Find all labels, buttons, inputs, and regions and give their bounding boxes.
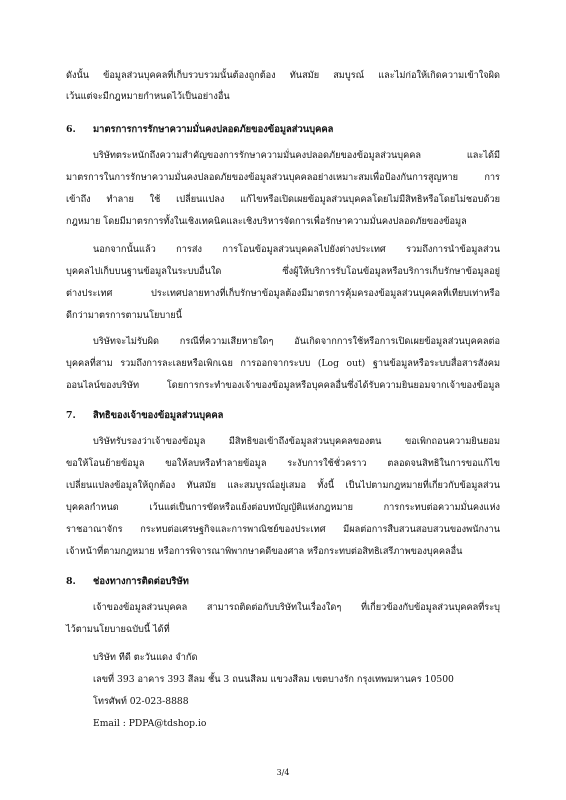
section-8-title: ช่องทางการติดต่อบริษัท (93, 576, 189, 587)
section-7-p1-line-2: ขอให้โอนย้ายข้อมูล ขอให้ลบหรือทำลายข้อมูล ระงับการใช้ชั่วคราว ตลอดจนสิทธิในการขอแก้ไข (66, 458, 500, 469)
section-7-p1-line-1: บริษัทรับรองว่าเจ้าของข้อมูล มีสิทธิขอเข้าถึงข้อมูลส่วนบุคคลของตน ขอเพิกถอนความยินยอม (93, 436, 500, 447)
section-6-title: มาตรการการรักษาความมั่นคงปลอดภัยของข้อมูลส่วนบุคคล (93, 124, 334, 135)
contact-email[interactable]: Email : PDPA@tdshop.io (93, 718, 207, 729)
intro-line-1: ดังนั้น ข้อมูลส่วนบุคคลที่เก็บรวบรวมนั้นต้องถูกต้อง ทันสมัย สมบูรณ์ และไม่ก่อให้เกิดความเข้าใจผิด (66, 70, 500, 81)
section-6-p1-line-2: มาตรการในการรักษาความมั่นคงปลอดภัยของข้อมูลส่วนบุคคลอย่างเหมาะสมเพื่อป้องกันการสูญหาย การ (66, 172, 500, 183)
contact-company: บริษัท ทีดี ตะวันแดง จำกัด (93, 652, 198, 663)
contact-phone: โทรศัพท์ 02-023-8888 (93, 696, 189, 707)
section-8-p1-line-1: เจ้าของข้อมูลส่วนบุคคล สามารถติดต่อกับบริษัทในเรื่องใดๆ ที่เกี่ยวข้องกับข้อมูลส่วนบุคคลที่ระบุ (93, 602, 500, 613)
section-6-p3-line-2: บุคคลที่สาม รวมถึงการละเลยหรือเพิกเฉย การออกจากระบบ (Log out) ฐานข้อมูลหรือระบบสื่อสารสังคม (66, 358, 500, 369)
section-6-p3-line-1: บริษัทจะไม่รับผิด กรณีที่ความเสียหายใดๆ อันเกิดจากการใช้หรือการเปิดเผยข้อมูลส่วนบุคคลต่อ (93, 336, 500, 347)
section-8-p1-line-2: ไว้ตามนโยบายฉบับนี้ ได้ที่ (66, 624, 170, 635)
contact-address: เลขที่ 393 อาคาร 393 สีลม ชั้น 3 ถนนสีลม แขวงสีลม เขตบางรัก กรุงเทพมหานคร 10500 (93, 674, 454, 685)
section-6-p2-line-2: บุคคลไปเก็บบนฐานข้อมูลในระบบอื่นใด ซึ่งผู้ให้บริการรับโอนข้อมูลหรือบริการเก็บรักษาข้อมูลอยู่ (66, 266, 500, 277)
intro-line-2: เว้นแต่จะมีกฎหมายกำหนดไว้เป็นอย่างอื่น (66, 91, 230, 102)
section-7-title: สิทธิของเจ้าของข้อมูลส่วนบุคคล (93, 410, 224, 421)
section-6-p2-line-4: ดีกว่ามาตรการตามนโยบายนี้ (66, 310, 183, 321)
section-7-p1-line-5: ราชอาณาจักร กระทบต่อเศรษฐกิจและการพาณิชย์ของประเทศ มีผลต่อการสืบสวนสอบสวนของพนักงาน (66, 524, 500, 535)
section-7-p1-line-3: เปลี่ยนแปลงข้อมูลให้ถูกต้อง ทันสมัย และสมบูรณ์อยู่เสมอ ทั้งนี้ เป็นไปตามกฎหมายที่เกี่ยวกับข้อมูลส่วน (66, 480, 500, 491)
page-number: 3/4 (276, 768, 290, 777)
section-8-number: 8. (66, 576, 76, 587)
section-6-number: 6. (66, 124, 76, 135)
section-6-p1-line-3: เข้าถึง ทำลาย ใช้ เปลี่ยนแปลง แก้ไขหรือเปิดเผยข้อมูลส่วนบุคคลโดยไม่มีสิทธิหรือโดยไม่ชอบด้วย (66, 194, 500, 205)
section-7-p1-line-4: บุคคลกำหนด เว้นแต่เป็นการขัดหรือแย้งต่อบทบัญญัติแห่งกฎหมาย การกระทบต่อความมั่นคงแห่ง (66, 502, 500, 513)
section-6-p2-line-3: ต่างประเทศ ประเทศปลายทางที่เก็บรักษาข้อมูลต้องมีมาตรการคุ้มครองข้อมูลส่วนบุคคลที่เทียบเท่าหรือ (66, 288, 500, 299)
section-7-number: 7. (66, 410, 76, 421)
section-6-p1-line-4: กฎหมาย โดยมีมาตรการทั้งในเชิงเทคนิคและเชิงบริหารจัดการเพื่อรักษาความมั่นคงปลอดภัยของข้อมูล (66, 216, 467, 227)
section-6-p2-line-1: นอกจากนั้นแล้ว การส่ง การโอนข้อมูลส่วนบุคคลไปยังต่างประเทศ รวมถึงการนำข้อมูลส่วน (93, 244, 500, 255)
section-7-p1-line-6: เจ้าหน้าที่ตามกฎหมาย หรือการพิจารณาพิพากษาคดีของศาล หรือกระทบต่อสิทธิเสรีภาพของบุคคลอื่น (66, 546, 463, 557)
section-6-p3-line-3: ออนไลน์ของบริษัท โดยการกระทำของเจ้าของข้อมูลหรือบุคคลอื่นซึ่งได้รับความยินยอมจากเจ้าของข้อมูล (66, 380, 500, 391)
section-6-p1-line-1: บริษัทตระหนักถึงความสำคัญของการรักษาความมั่นคงปลอดภัยของข้อมูลส่วนบุคคล และได้มี (93, 150, 500, 161)
